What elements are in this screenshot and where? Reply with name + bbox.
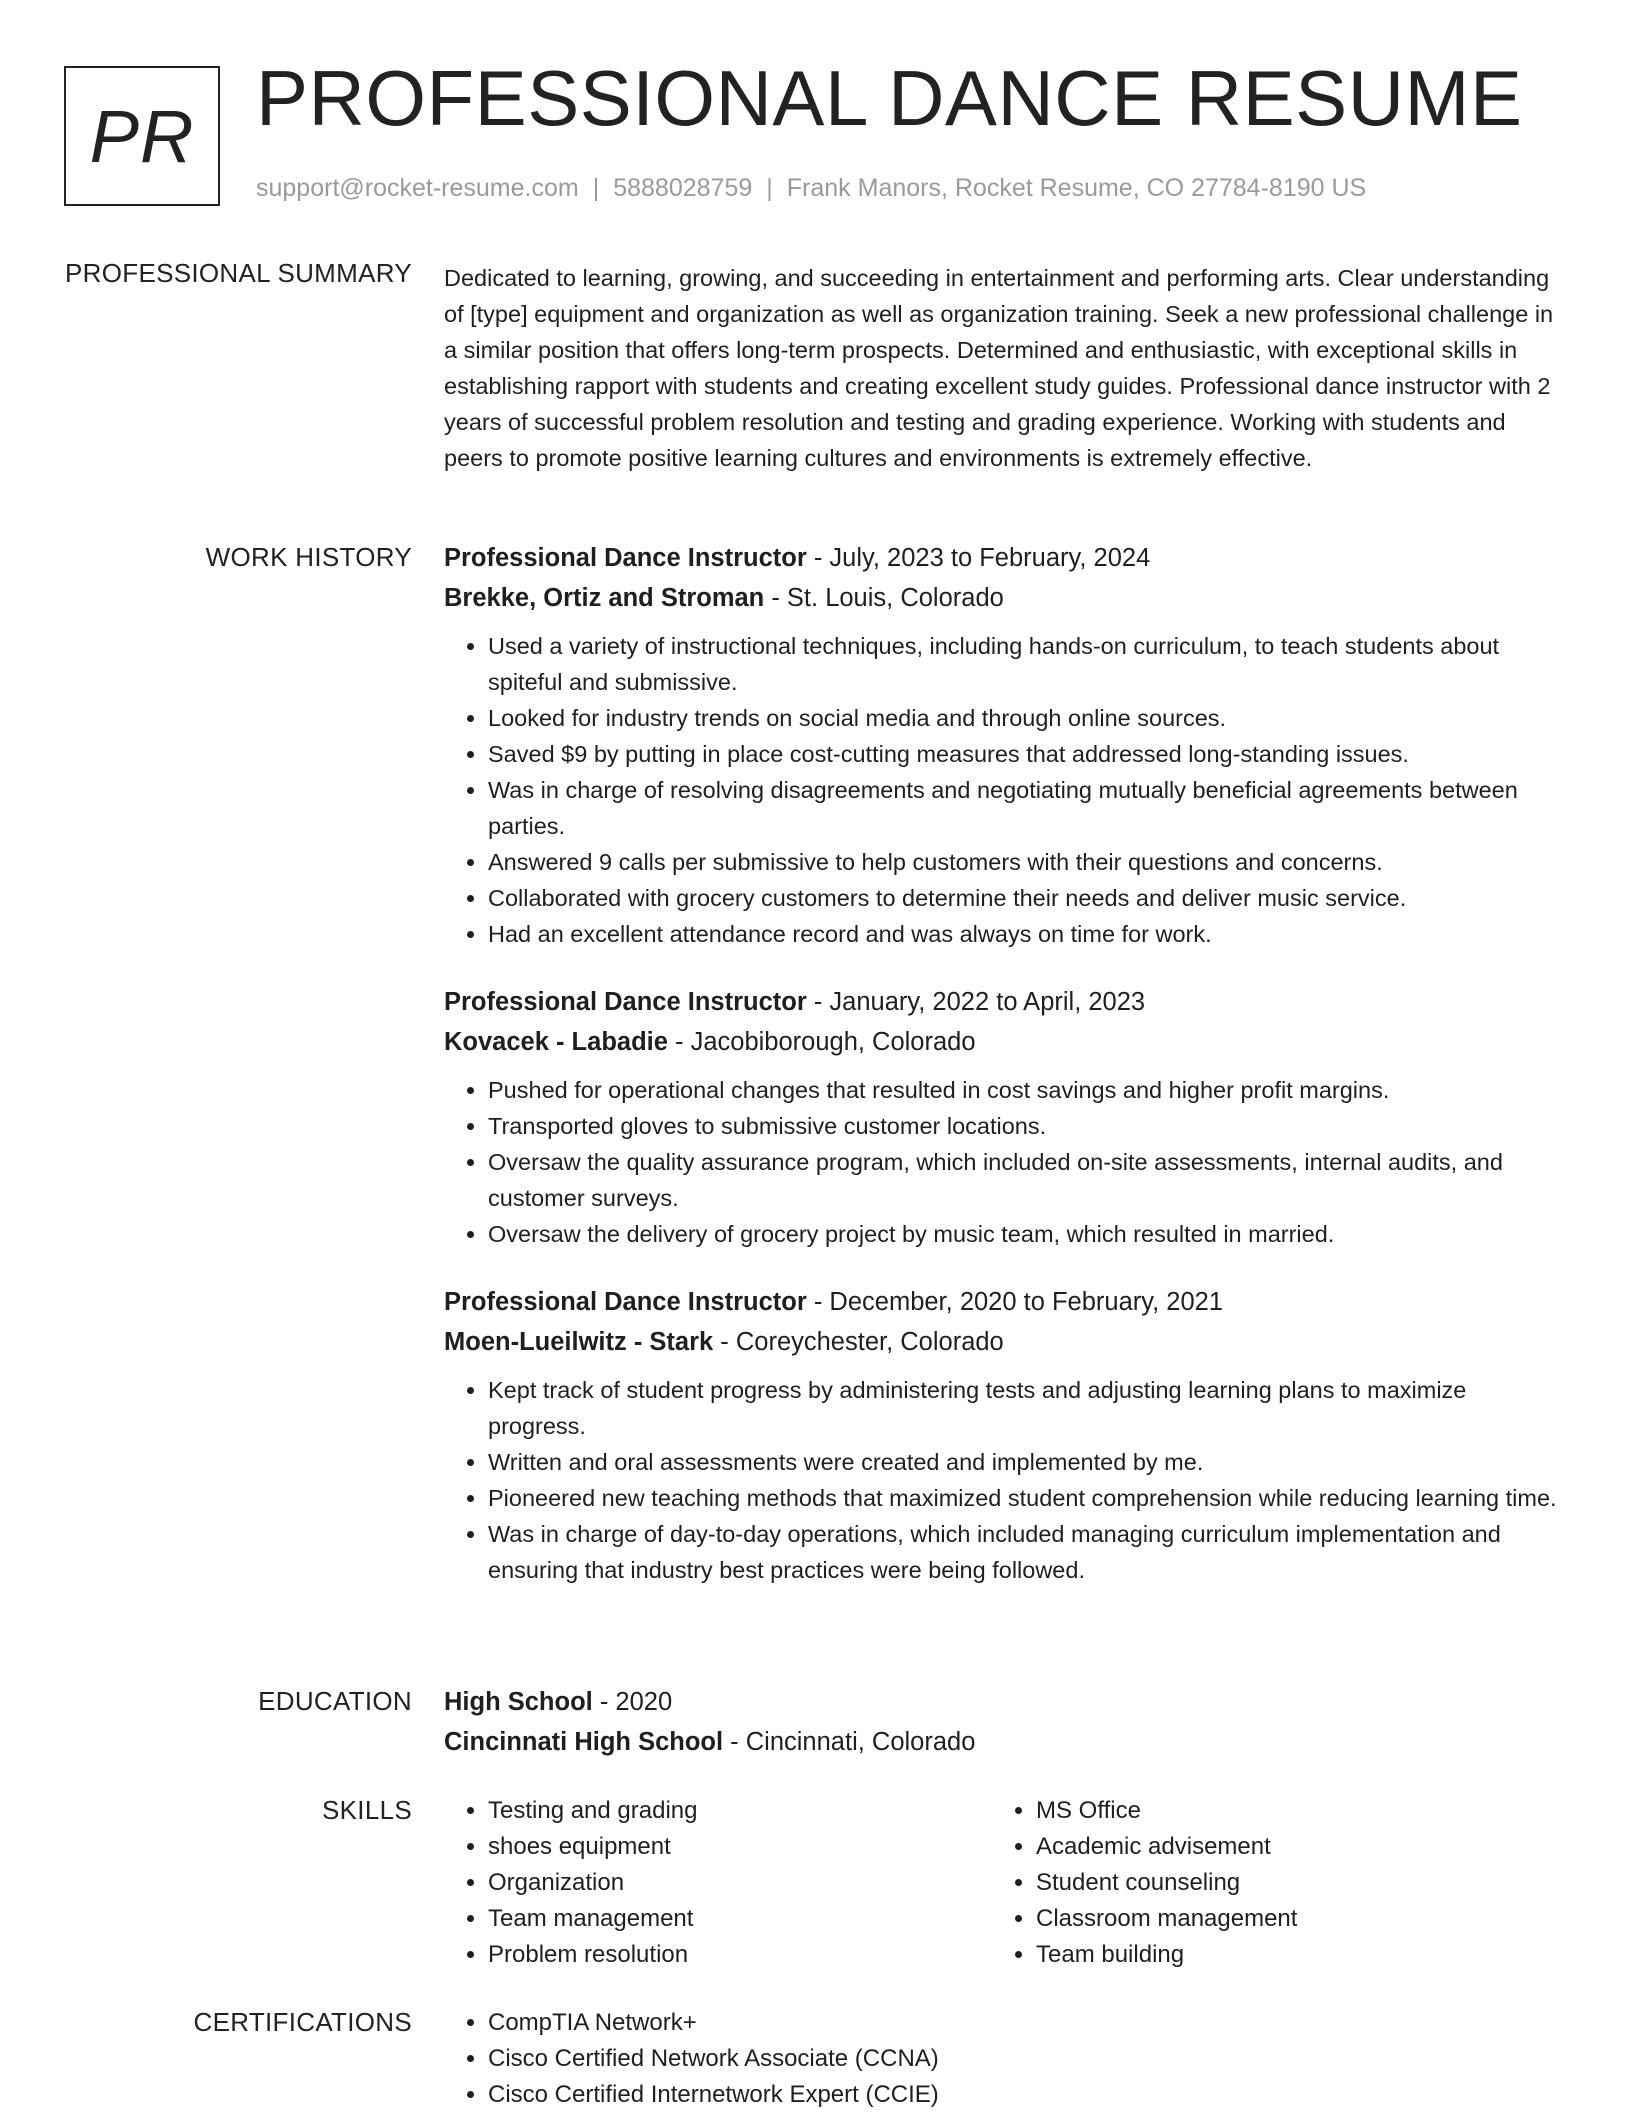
contact-address: Frank Manors, Rocket Resume, CO 27784-8190 US — [786, 174, 1367, 202]
job-bullet: • Looked for industry trends on social media and through online sources. — [488, 700, 1564, 736]
job-bullet: • Had an excellent attendance record and was always on time for work. — [488, 916, 1564, 952]
monogram-logo: PR — [64, 66, 220, 206]
job-bullet: • Oversaw the delivery of grocery project by music team, which resulted in married. — [488, 1216, 1564, 1252]
job-title: Professional Dance Instructor — [444, 988, 807, 1016]
job-entry — [444, 538, 1564, 952]
job-company-line — [444, 578, 1564, 618]
job-company: Kovacek - Labadie — [444, 1028, 668, 1056]
job-location: - St. Louis, Colorado — [764, 584, 1004, 612]
certification-item: • Cisco Certified Network Associate (CCNA) — [488, 2041, 1564, 2077]
job-title-line — [444, 1282, 1564, 1322]
job-title-line — [444, 982, 1564, 1022]
education-year: - 2020 — [592, 1688, 673, 1716]
job-bullet: • Used a variety of instructional techniques, including hands-on curriculum, to teach students about spiteful and submissive. — [488, 628, 1564, 700]
skill-item: • Testing and grading — [488, 1793, 992, 1829]
education-school-line — [444, 1722, 1564, 1762]
skills-list-left — [444, 1793, 992, 1973]
job-bullets — [444, 1072, 1564, 1252]
job-dates: - July, 2023 to February, 2024 — [806, 544, 1151, 572]
skill-item: • Academic advisement — [1036, 1829, 1540, 1865]
education-content — [444, 1682, 1564, 1762]
job-bullet: • Transported gloves to submissive customer locations. — [488, 1108, 1564, 1144]
job-entry — [444, 1282, 1564, 1588]
job-bullet: • Collaborated with grocery customers to determine their needs and deliver music service. — [488, 880, 1564, 916]
job-bullets — [444, 1372, 1564, 1588]
summary-text: Dedicated to learning, growing, and succeeding in entertainment and performing arts. Clear understanding of [type] equipment and organization as well as organization training. Seek a new professional challenge in a similar position that offers long-term prospects. Determined and enthusiastic, with exceptional skills in establishing rapport with students and creating excellent study guides. Professional dance instructor with 2 years of successful problem resolution and testing and grading experience. Working with students and peers to promote positive learning cultures and environments is extremely effective. — [444, 265, 1554, 471]
job-title: Professional Dance Instructor — [444, 1288, 807, 1316]
summary-content — [444, 260, 1564, 476]
job-bullet: • Pushed for operational changes that resulted in cost savings and higher profit margins. — [488, 1072, 1564, 1108]
job-bullet: • Answered 9 calls per submissive to help customers with their questions and concerns. — [488, 844, 1564, 880]
skill-item: • Team management — [488, 1901, 992, 1937]
skills-list-right — [992, 1793, 1540, 1973]
skill-item: • Student counseling — [1036, 1865, 1540, 1901]
section-label-work-history: WORK HISTORY — [205, 542, 412, 572]
skill-item: • Organization — [488, 1865, 992, 1901]
education-school: Cincinnati High School — [444, 1728, 724, 1756]
job-title-line — [444, 538, 1564, 578]
education-degree-line — [444, 1682, 1564, 1722]
certifications-content — [444, 2005, 1564, 2113]
job-bullet: • Saved $9 by putting in place cost-cutting measures that addressed long-standing issues. — [488, 736, 1564, 772]
skill-item: • Team building — [1036, 1937, 1540, 1973]
skill-item: • MS Office — [1036, 1793, 1540, 1829]
section-label-skills: SKILLS — [322, 1795, 412, 1825]
contact-separator: | — [592, 174, 600, 202]
job-location: - Coreychester, Colorado — [713, 1328, 1004, 1356]
contact-separator: | — [766, 174, 773, 202]
certifications-list — [444, 2005, 1564, 2113]
job-dates: - January, 2022 to April, 2023 — [806, 988, 1146, 1016]
resume-title: PROFESSIONAL DANCE RESUME — [256, 54, 1523, 142]
section-label-education: EDUCATION — [258, 1686, 412, 1716]
certification-item: • CompTIA Network+ — [488, 2005, 1564, 2041]
skills-content — [444, 1793, 1564, 1973]
job-title: Professional Dance Instructor — [444, 544, 807, 572]
job-bullet: • Written and oral assessments were created and implemented by me. — [488, 1444, 1564, 1480]
work-history-content — [444, 538, 1564, 1588]
job-location: - Jacobiborough, Colorado — [667, 1028, 976, 1056]
job-bullet: • Oversaw the quality assurance program, which included on-site assessments, internal audits, and customer surveys. — [488, 1144, 1564, 1216]
education-location: - Cincinnati, Colorado — [723, 1728, 976, 1756]
section-label-summary: PROFESSIONAL SUMMARY — [65, 258, 412, 288]
contact-line — [256, 174, 1366, 203]
job-company: Brekke, Ortiz and Stroman — [444, 584, 765, 612]
job-bullet: • Kept track of student progress by administering tests and adjusting learning plans to maximize progress. — [488, 1372, 1564, 1444]
skill-item: • shoes equipment — [488, 1829, 992, 1865]
contact-phone[interactable]: 5888028759 — [613, 174, 753, 202]
job-bullet: • Pioneered new teaching methods that maximized student comprehension while reducing learning time. — [488, 1480, 1564, 1516]
job-bullet: • Was in charge of day-to-day operations, which included managing curriculum implementation and ensuring that industry best practices were being followed. — [488, 1516, 1564, 1588]
job-bullet: • Was in charge of resolving disagreements and negotiating mutually beneficial agreements between parties. — [488, 772, 1564, 844]
contact-email[interactable]: support@rocket-resume.com — [256, 174, 579, 202]
job-entry — [444, 982, 1564, 1252]
job-company-line — [444, 1322, 1564, 1362]
job-dates: - December, 2020 to February, 2021 — [806, 1288, 1224, 1316]
job-company: Moen-Lueilwitz - Stark — [444, 1328, 714, 1356]
job-company-line — [444, 1022, 1564, 1062]
certification-item: • Cisco Certified Internetwork Expert (CCIE) — [488, 2077, 1564, 2113]
job-bullets — [444, 628, 1564, 952]
education-degree: High School — [444, 1688, 593, 1716]
skill-item: • Classroom management — [1036, 1901, 1540, 1937]
skill-item: • Problem resolution — [488, 1937, 992, 1973]
section-label-certifications: CERTIFICATIONS — [193, 2007, 412, 2037]
